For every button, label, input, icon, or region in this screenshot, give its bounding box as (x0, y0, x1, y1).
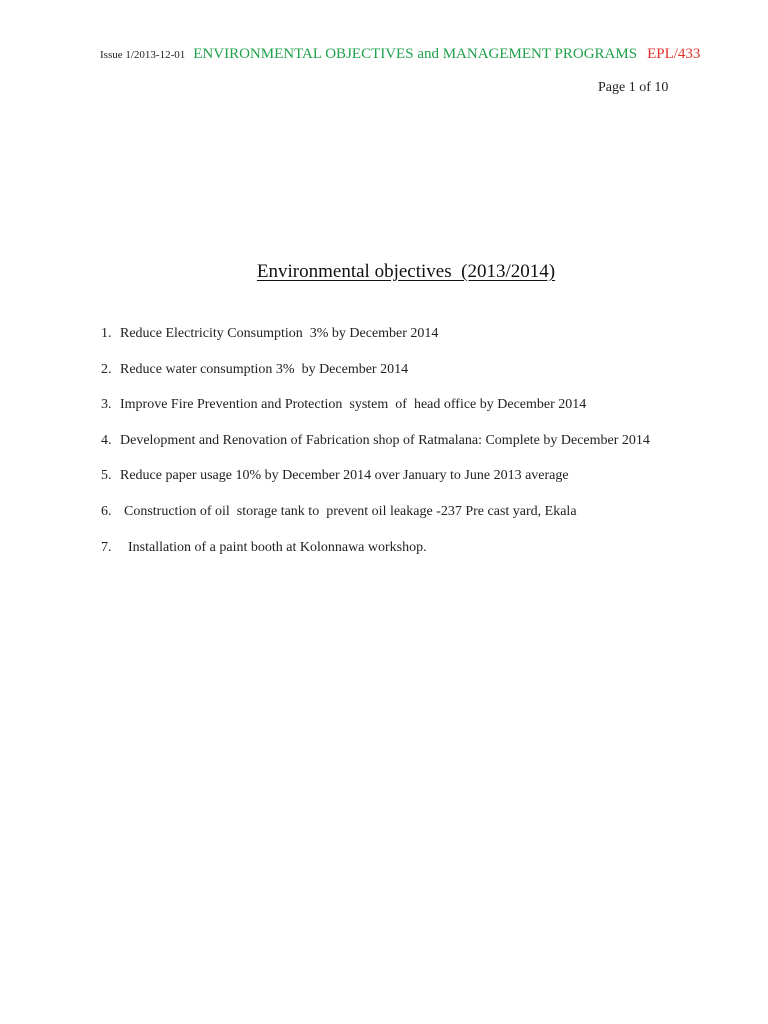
document-header (100, 46, 740, 66)
objective-text: Reduce water consumption 3% by December 2014 (120, 361, 409, 377)
objective-number: 1. (101, 326, 112, 341)
objective-item (101, 433, 741, 469)
objective-item (101, 504, 741, 540)
objective-text: Reduce paper usage 10% by December 2014 over January to June 2013 average (120, 468, 569, 484)
objective-text: Reduce Electricity Consumption 3% by December 2014 (120, 326, 439, 341)
page-heading-text: Environmental objectives (2013/2014) (256, 261, 556, 282)
page-indicator: Page 1 of 10 (598, 80, 669, 95)
objectives-list (101, 326, 741, 575)
objective-number: 4. (101, 432, 112, 448)
objective-number: 7. (101, 539, 112, 555)
objective-item (101, 540, 741, 576)
objective-text: Improve Fire Prevention and Protection system of head office by December 2014 (120, 397, 587, 413)
objective-text: Development and Renovation of Fabrication shop of Ratmalana: Complete by December 2014 (120, 432, 650, 448)
objective-item (101, 397, 741, 433)
document-code: EPL/433 (647, 46, 701, 62)
objective-item (101, 362, 741, 398)
document-title: ENVIRONMENTAL OBJECTIVES and MANAGEMENT PROGRAMS (193, 46, 638, 62)
objective-text: Installation of a paint booth at Kolonnawa workshop. (128, 539, 427, 555)
objective-number: 3. (101, 397, 112, 413)
issue-date: Issue 1/2013-12-01 (100, 49, 186, 61)
objective-number: 6. (101, 503, 112, 519)
objective-text: Construction of oil storage tank to prevent oil leakage -237 Pre cast yard, Ekala (124, 503, 577, 519)
objective-item (101, 326, 741, 362)
page-heading (0, 261, 768, 283)
objective-number: 5. (101, 468, 112, 484)
objective-item (101, 468, 741, 504)
objective-number: 2. (101, 361, 112, 377)
